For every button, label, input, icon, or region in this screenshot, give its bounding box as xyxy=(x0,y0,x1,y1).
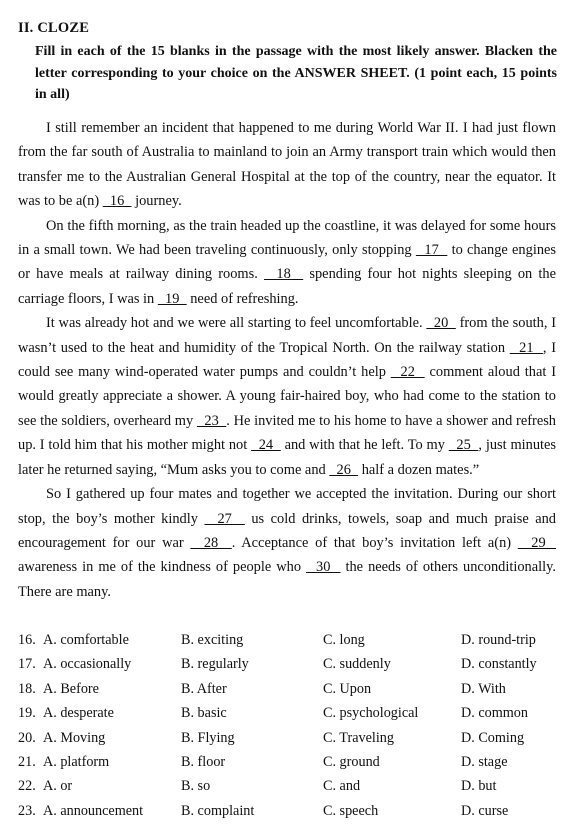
passage-text: . Acceptance of that boy’s invitation left a(n) xyxy=(231,534,518,551)
option-d: D. With xyxy=(461,680,506,697)
option-a: A. platform xyxy=(43,753,110,770)
blank-29: 29 xyxy=(517,534,556,551)
passage-text: So I gathered up four mates and together we accepted the invitation. During our short stop, the boy’s mother kindly xyxy=(18,486,556,527)
option-b: B. basic xyxy=(181,705,227,722)
option-c: C. long xyxy=(323,632,365,648)
passage-paragraph-2 xyxy=(18,214,556,312)
passage-text: . He invited me to his home to have a shower and refresh up. I told him that his mother might not xyxy=(18,412,557,454)
option-a: A. Before xyxy=(43,680,99,697)
passage-text: On the fifth morning, as the train headed up the coastline, it was delayed for some hours in a small town. We had been traveling continuously, only stopping xyxy=(18,217,556,259)
passage-text: It was already hot and we were all starting to feel uncomfortable. xyxy=(46,315,427,332)
option-b: B. Flying xyxy=(181,729,235,746)
option-a: A. or xyxy=(43,778,73,795)
passage-text: to change engines or have meals at railway dining rooms. xyxy=(18,242,557,283)
option-c: C. Upon xyxy=(323,680,372,697)
cloze-passage xyxy=(18,116,556,604)
question-number: 22. xyxy=(18,778,36,795)
option-b: B. so xyxy=(181,778,211,795)
blank-24: 24 xyxy=(251,437,281,454)
option-d: D. stage xyxy=(461,753,508,770)
options-row-16 xyxy=(18,632,563,656)
option-d: D. common xyxy=(461,705,528,722)
passage-text: comment aloud that I would greatly appreciate a shower. A young fair-haired boy, who had come to the station to see the soldiers, overheard my xyxy=(18,364,556,429)
question-number: 23. xyxy=(18,802,36,819)
option-a: A. occasionally xyxy=(43,656,132,673)
option-d: D. but xyxy=(461,778,497,795)
options-row-19 xyxy=(18,705,563,729)
passage-text: the needs of others unconditionally. There are many. xyxy=(18,559,556,600)
passage-text: half a dozen mates.” xyxy=(358,461,480,478)
option-b: B. exciting xyxy=(181,632,244,648)
question-number: 17. xyxy=(18,656,36,673)
options-row-18 xyxy=(18,681,563,705)
section-heading: II. CLOZE xyxy=(18,20,90,36)
blank-30: 30 xyxy=(306,559,341,576)
options-row-21 xyxy=(18,754,563,778)
option-c: C. Traveling xyxy=(323,729,394,746)
options-row-17 xyxy=(18,656,563,680)
passage-text: , just minutes later he returned saying, “Mum asks you to come and xyxy=(18,437,557,478)
passage-text: need of refreshing. xyxy=(186,290,299,307)
options-row-20 xyxy=(18,730,563,754)
answer-options xyxy=(18,632,563,827)
option-d: D. curse xyxy=(461,802,509,819)
option-b: B. complaint xyxy=(181,802,255,819)
question-number: 19. xyxy=(18,705,36,722)
blank-22: 22 xyxy=(390,364,425,381)
blank-27: 27 xyxy=(204,510,245,527)
option-a: A. announcement xyxy=(43,802,144,819)
passage-text: from the south, I wasn’t used to the heat and humidity of the Tropical North. On the railway station xyxy=(18,315,556,356)
question-number: 20. xyxy=(18,729,36,746)
blank-20: 20 xyxy=(426,315,456,332)
blank-28: 28 xyxy=(190,534,232,551)
option-a: A. Moving xyxy=(43,729,106,746)
passage-text: awareness in me of the kindness of people who xyxy=(18,559,307,576)
passage-text: I still remember an incident that happened to me during World War II. I had just flown from the far south of Australia to mainland to join an Army transport train which would then transfer me to the Australian General Hospital at the top of the country, near the equator. It was to be a(n) xyxy=(18,120,556,210)
passage-paragraph-1 xyxy=(18,116,556,214)
blank-23: 23 xyxy=(196,412,227,429)
option-d: D. constantly xyxy=(461,656,537,673)
passage-paragraph-3 xyxy=(18,311,556,482)
option-b: B. After xyxy=(181,680,227,697)
option-c: C. suddenly xyxy=(323,656,391,673)
blank-18: 18 xyxy=(264,266,304,283)
passage-text: journey. xyxy=(131,193,182,210)
option-c: C. ground xyxy=(323,753,380,770)
blank-17: 17 xyxy=(415,242,448,259)
blank-16: 16 xyxy=(102,193,132,210)
blank-25: 25 xyxy=(448,437,479,454)
blank-26: 26 xyxy=(329,461,359,478)
option-a: A. desperate xyxy=(43,705,114,722)
passage-text: and with that he left. To my xyxy=(280,437,449,454)
passage-text: , I could see many wind-operated water pumps and couldn’t help xyxy=(18,339,556,381)
blank-21: 21 xyxy=(509,339,543,356)
blank-19: 19 xyxy=(157,290,187,307)
option-d: D. Coming xyxy=(461,729,525,746)
options-row-23 xyxy=(18,803,563,827)
question-number: 21. xyxy=(18,753,36,770)
option-b: B. floor xyxy=(181,753,226,770)
option-c: C. and xyxy=(323,778,361,795)
passage-text: spending four hot nights sleeping on the carriage floors, I was in xyxy=(18,266,557,307)
option-d: D. round-trip xyxy=(461,632,536,648)
option-b: B. regularly xyxy=(181,656,249,673)
question-number: 16. xyxy=(18,632,36,648)
options-row-22 xyxy=(18,778,563,802)
instructions: Fill in each of the 15 blanks in the passage with the most likely answer. Blacken the letter corresponding to your choice on the ANSWER SHEET. (1 point each, 15 points in all) xyxy=(35,44,557,102)
option-a: A. comfortable xyxy=(43,632,129,648)
passage-paragraph-4 xyxy=(18,482,556,604)
option-c: C. psychological xyxy=(323,705,419,722)
question-number: 18. xyxy=(18,680,36,697)
passage-text: us cold drinks, towels, soap and much praise and encouragement for our war xyxy=(18,510,556,551)
option-c: C. speech xyxy=(323,802,379,819)
